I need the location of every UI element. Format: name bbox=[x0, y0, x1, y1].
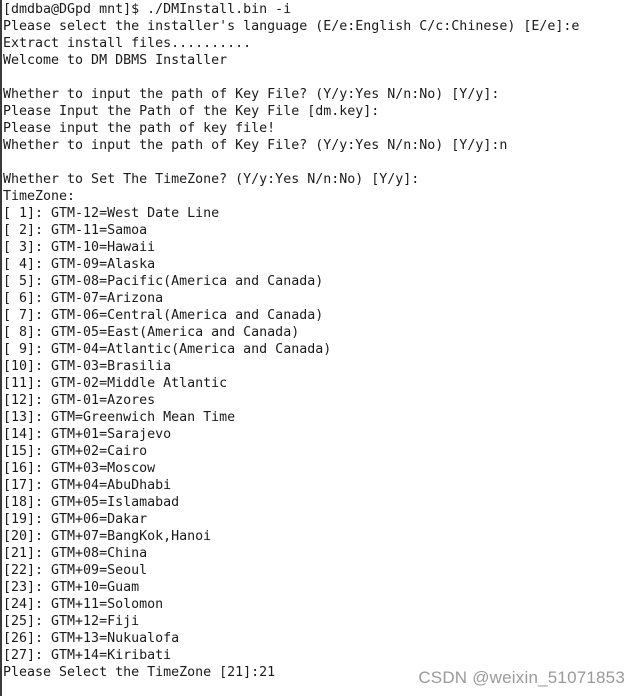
output-line: Extract install files.......... bbox=[3, 36, 252, 51]
timezone-option: [22]: GTM+09=Seoul bbox=[3, 563, 148, 578]
timezone-option: [11]: GTM-02=Middle Atlantic bbox=[3, 376, 228, 391]
timezone-option: [12]: GTM-01=Azores bbox=[3, 393, 156, 408]
timezone-option: [20]: GTM+07=BangKok,Hanoi bbox=[3, 529, 212, 544]
output-line: Welcome to DM DBMS Installer bbox=[3, 53, 228, 68]
timezone-option: [26]: GTM+13=Nukualofa bbox=[3, 631, 180, 646]
timezone-option: [ 8]: GTM-05=East(America and Canada) bbox=[3, 325, 300, 340]
timezone-option: [27]: GTM+14=Kiribati bbox=[3, 648, 172, 663]
timezone-option: [ 4]: GTM-09=Alaska bbox=[3, 257, 156, 272]
timezone-option: [19]: GTM+06=Dakar bbox=[3, 512, 148, 527]
timezone-option: [21]: GTM+08=China bbox=[3, 546, 148, 561]
timezone-select-prompt[interactable]: Please Select the TimeZone [21]:21 bbox=[3, 665, 276, 680]
timezone-option: [10]: GTM-03=Brasilia bbox=[3, 359, 172, 374]
timezone-option: [13]: GTM=Greenwich Mean Time bbox=[3, 410, 236, 425]
timezone-option: [ 9]: GTM-04=Atlantic(America and Canada) bbox=[3, 342, 332, 357]
timezone-option: [18]: GTM+05=Islamabad bbox=[3, 495, 180, 510]
blank-line bbox=[3, 69, 639, 86]
timezone-option: [16]: GTM+03=Moscow bbox=[3, 461, 156, 476]
timezone-option: [15]: GTM+02=Cairo bbox=[3, 444, 148, 459]
timezone-option: [ 1]: GTM-12=West Date Line bbox=[3, 206, 220, 221]
timezone-option: [ 6]: GTM-07=Arizona bbox=[3, 291, 164, 306]
timezone-option: [25]: GTM+12=Fiji bbox=[3, 614, 140, 629]
timezone-option: [23]: GTM+10=Guam bbox=[3, 580, 140, 595]
output-line: Whether to input the path of Key File? (Y/y:Yes N/n:No) [Y/y]:n bbox=[3, 138, 508, 153]
timezone-option: [ 7]: GTM-06=Central(America and Canada) bbox=[3, 308, 324, 323]
timezone-option: [ 2]: GTM-11=Samoa bbox=[3, 223, 148, 238]
output-line: Please input the path of key file! bbox=[3, 121, 276, 136]
csdn-watermark: CSDN @weixin_51071853 bbox=[418, 668, 625, 687]
timezone-header: TimeZone: bbox=[3, 189, 76, 204]
timezone-option: [ 5]: GTM-08=Pacific(America and Canada) bbox=[3, 274, 324, 289]
timezone-option: [14]: GTM+01=Sarajevo bbox=[3, 427, 172, 442]
output-line: Whether to Set The TimeZone? (Y/y:Yes N/n:No) [Y/y]: bbox=[3, 172, 420, 187]
blank-line bbox=[3, 154, 639, 171]
output-line: Please select the installer's language (E/e:English C/c:Chinese) [E/e]:e bbox=[3, 19, 580, 34]
timezone-option: [24]: GTM+11=Solomon bbox=[3, 597, 164, 612]
output-line: Whether to input the path of Key File? (Y/y:Yes N/n:No) [Y/y]: bbox=[3, 87, 500, 102]
timezone-option: [ 3]: GTM-10=Hawaii bbox=[3, 240, 156, 255]
output-line: Please Input the Path of the Key File [dm.key]: bbox=[3, 104, 380, 119]
command-prompt-line: [dmdba@DGpd mnt]$ ./DMInstall.bin -i bbox=[3, 2, 292, 17]
timezone-option: [17]: GTM+04=AbuDhabi bbox=[3, 478, 172, 493]
